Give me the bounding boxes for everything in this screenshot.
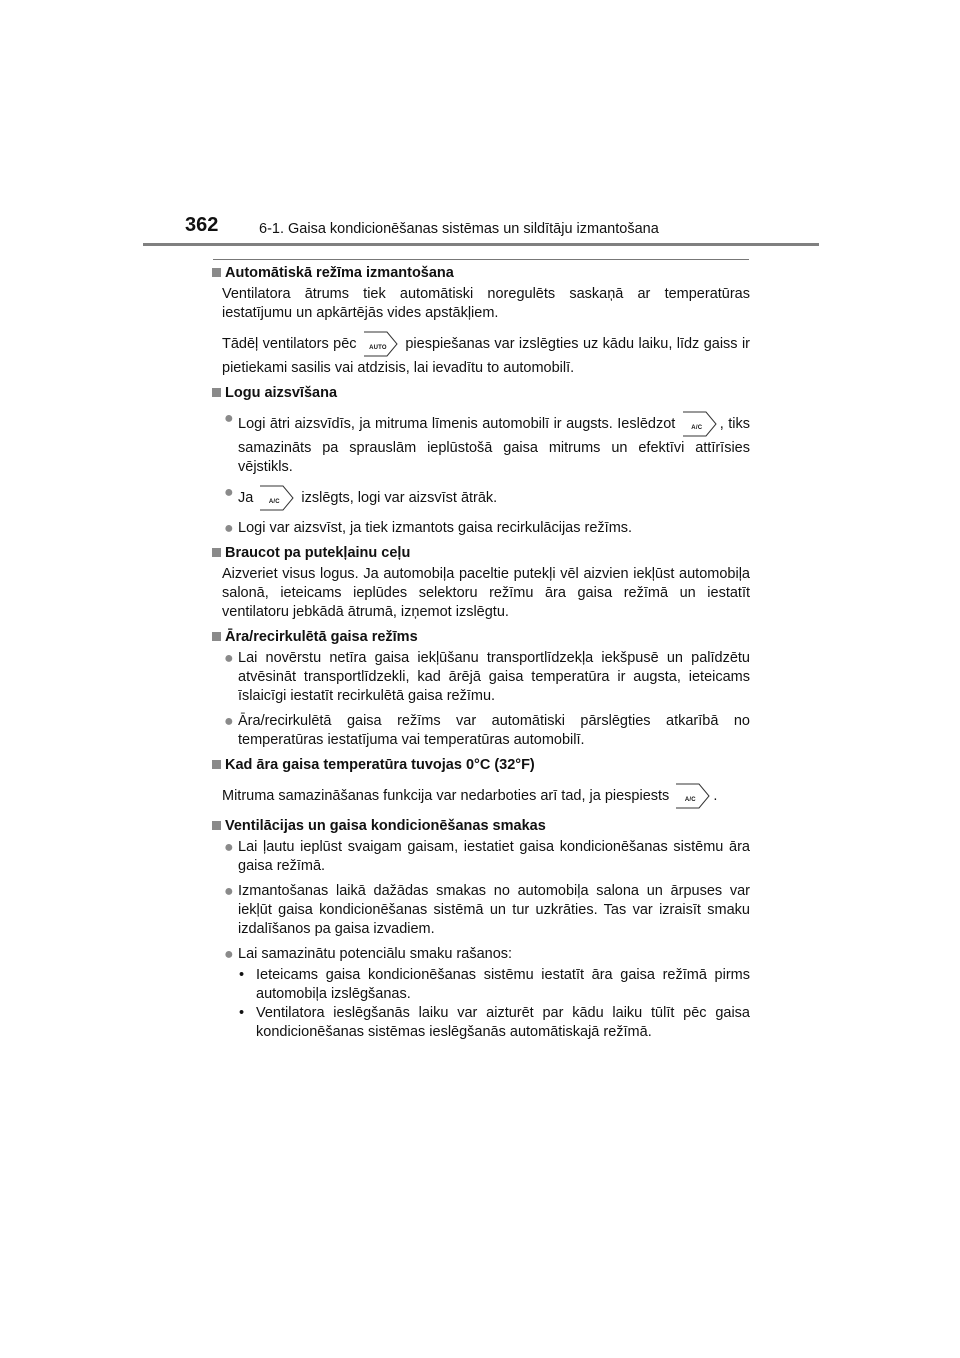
circle-bullet-icon: ● <box>224 883 234 900</box>
circle-bullet-icon: ● <box>224 839 234 856</box>
paragraph: Ventilatora ātrums tiek automātiski noregulēts saskaņā ar temperatūras iestatījumu un apkārtējās vides apstākļiem. <box>222 286 750 321</box>
circle-bullet-icon: ● <box>224 410 234 427</box>
square-bullet-icon <box>212 388 221 397</box>
list-item: ● Ja A/C izslēgts, logi var aizsvīst ātrāk. <box>224 483 750 513</box>
section-title: Automātiskā režīma izmantošana <box>212 264 750 283</box>
square-bullet-icon <box>212 268 221 277</box>
circle-bullet-icon: ● <box>224 713 234 730</box>
square-bullet-icon <box>212 632 221 641</box>
section-title: Ventilācijas un gaisa kondicionēšanas smakas <box>212 817 750 836</box>
section-dusty-road <box>212 544 750 622</box>
list-item: ● Lai samazinātu potenciālu smaku rašanos: <box>224 946 513 963</box>
paragraph: Mitruma samazināšanas funkcija var nedarboties arī tad, ja piespiests A/C . <box>222 781 750 811</box>
page-number: 362 <box>185 214 219 236</box>
section-title: Āra/recirkulētā gaisa režīms <box>212 628 750 647</box>
header-rule <box>143 243 819 246</box>
paragraph: Aizveriet visus logus. Ja automobiļa paceltie putekļi vēl aizvien iekļūst automobiļa salonā, ieteicams ieplūdes selektoru režīmu āra gaisa režīmā un iestatīt ventilatoru jebkādā ātrumā, izņemot izslēgtu. <box>222 566 750 620</box>
section-fogging <box>212 384 750 538</box>
circle-bullet-icon: ● <box>224 484 234 501</box>
section-odors <box>212 817 750 1042</box>
sub-list-item: • Ventilatora ieslēgšanās laiku var aizturēt par kādu laiku tūlīt pēc gaisa kondicionēšanas sistēmas ieslēgšanās automātiskajā režīmā. <box>239 1005 750 1040</box>
section-title: Kad āra gaisa temperatūra tuvojas 0°C (32°F) <box>212 756 750 775</box>
chapter-title: 6-1. Gaisa kondicionēšanas sistēmas un sildītāju izmantošana <box>259 221 659 237</box>
circle-bullet-icon: ● <box>224 650 234 667</box>
section-outside-recirc <box>212 628 750 750</box>
list-item: ● Izmantošanas laikā dažādas smakas no automobiļa salona un ārpuses var iekļūt gaisa kondicionēšanas sistēmā un tur uzkrāties. Tas var izraisīt smaku izdalīšanos pa gaisa izvadiem. <box>224 883 750 937</box>
ac-button-icon: A/C <box>675 781 711 811</box>
ac-button-icon: A/C <box>259 483 295 513</box>
ac-button-icon: A/C <box>682 409 718 439</box>
section-title: Braucot pa putekļainu ceļu <box>212 544 750 563</box>
content-top-rule <box>213 259 749 260</box>
section-auto-mode <box>212 264 750 378</box>
square-bullet-icon <box>212 548 221 557</box>
list-item: ● Lai ļautu ieplūst svaigam gaisam, iestatiet gaisa kondicionēšanas sistēmu āra gaisa režīmā. <box>224 839 750 874</box>
page-content <box>212 264 750 1046</box>
list-item: ● Logi ātri aizsvīdīs, ja mitruma līmenis automobilī ir augsts. Ieslēdzot A/C , tiks samazināts pa sprauslām ieplūstošā gaisa mitrums un efektīvi attīrīsies vējstikls. <box>224 410 750 475</box>
square-bullet-icon <box>212 821 221 830</box>
sub-bullet-icon: • <box>239 1005 245 1021</box>
paragraph: Tādēļ ventilators pēc AUTO piespiešanas var izslēgties uz kādu laiku, līdz gaiss ir pietiekami sasilis vai atdzisis, lai ievadītu to automobilī. <box>222 329 750 378</box>
sub-list-item: • Ieteicams gaisa kondicionēšanas sistēmu iestatīt āra gaisa režīmā pirms automobiļa izslēgšanas. <box>239 967 750 1002</box>
list-item: ● Logi var aizsvīst, ja tiek izmantots gaisa recirkulācijas režīms. <box>224 520 633 537</box>
auto-button-icon: AUTO <box>363 329 399 359</box>
page-header <box>0 0 960 250</box>
square-bullet-icon <box>212 760 221 769</box>
sub-bullet-icon: • <box>239 967 245 983</box>
circle-bullet-icon: ● <box>224 946 234 963</box>
circle-bullet-icon: ● <box>224 520 234 537</box>
list-item: ● Āra/recirkulētā gaisa režīms var automātiski pārslēgties atkarībā no temperatūras iestatījuma vai temperatūras automobilī. <box>224 713 750 748</box>
list-item: ● Lai novērstu netīra gaisa iekļūšanu transportlīdzekļa iekšpusē un palīdzētu atvēsināt transportlīdzekli, kad ārējā gaisa temperatūra ir augsta, ieteicams īslaicīgi iestatīt recirkulētā gaisa režīmu. <box>224 650 750 704</box>
section-near-zero <box>212 756 750 811</box>
section-title: Logu aizsvīšana <box>212 384 750 403</box>
